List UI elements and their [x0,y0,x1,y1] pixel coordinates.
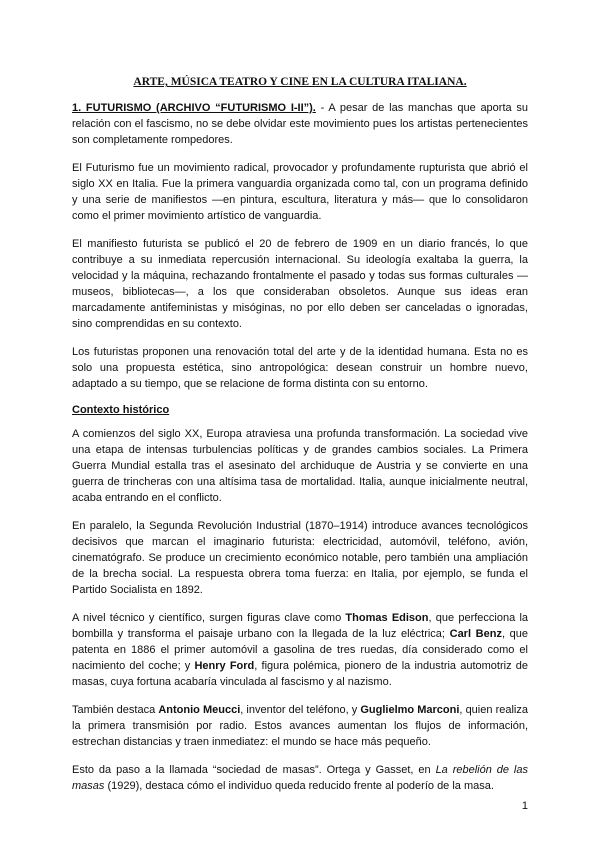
section-1-heading: 1. FUTURISMO (ARCHIVO “FUTURISMO I-II”). [72,102,316,114]
name-thomas-edison: Thomas Edison [345,612,429,624]
text-run: , quien realiza la primera transmisión por radio. Estos avances aumentan los flujos de información, estrechan distancias y traen inmediatez: el mundo se hace más pequeño. [72,704,528,748]
paragraph-renovacion: Los futuristas proponen una renovación total del arte y de la identidad humana. Esta no es solo una propuesta estética, sino antropológica: desean construir un hombre nuevo, adaptado a su tiempo, que se relacione de forma distinta con su entorno. [72,346,528,390]
subheading-contexto-historico: Contexto histórico [72,404,170,416]
paragraph-contexto-europa: A comienzos del siglo XX, Europa atraviesa una profunda transformación. La sociedad vive una etapa de intensas turbulencias políticas y de grandes cambios sociales. La Primera Guerra Mundial estalla tras el asesinato del archiduque de Austria y se convierte en una guerra de trincheras con una altísima tasa de mortalidad. Italia, aunque inicialmente neutral, acaba entrando en el conflicto. [72,428,528,504]
text-run: También destaca [72,704,159,716]
name-guglielmo-marconi: Guglielmo Marconi [360,704,460,716]
name-antonio-meucci: Antonio Meucci [158,704,241,716]
text-run: , que perfecciona la bombilla y transforma el paisaje urbano con la llegada de la luz eléctrica; [72,612,529,640]
page-number: 1 [521,800,528,812]
document-title: ARTE, MÚSICA TEATRO Y CINE EN LA CULTURA ITALIANA. [133,76,467,88]
paragraph-revolucion-industrial: En paralelo, la Segunda Revolución Industrial (1870–1914) introduce avances tecnológicos decisivos que marcan el imaginario futurista: electricidad, automóvil, teléfono, avión, cinematógrafo. Se produce un crecimiento económico notable, pero también una ampliación de la brecha social. La respuesta obrera toma fuerza: en Italia, por ejemplo, se funda el Partido Socialista en 1892. [72,520,528,596]
section-1-intro-text: - A pesar de las manchas que aporta su relación con el fascismo, no se debe olvidar este movimiento pues los artistas pertenecientes son completamente rompedores. [72,102,528,146]
paragraph-futurismo-definition: El Futurismo fue un movimiento radical, provocador y profundamente rupturista que abrió el siglo XX en Italia. Fue la primera vanguardia organizada como tal, con un programa definido y una serie de manifiestos —en pintura, escultura, literatura y más— que lo consolidaron como el primer movimiento artístico de vanguardia. [72,162,528,222]
paragraph-manifiesto: El manifiesto futurista se publicó el 20 de febrero de 1909 en un diario francés, lo que contribuye a su inmediata repercusión internacional. Su ideología exaltaba la guerra, la velocidad y la máquina, rechazando frontalmente el pasado y todas sus formas culturales —museos, bibliotecas—, a los que consideraban obsoletos. Aunque sus ideas eran marcadamente antifeministas y misóginas, no por ello deben ser canceladas o ignoradas, sino comprendidas en su contexto. [72,238,528,330]
paragraph-sociedad-de-masas [72,762,528,794]
paragraph-inventores [72,610,528,690]
text-run: , que patenta en 1886 el primer automóvil a gasolina de tres ruedas, día considerado como el nacimiento del coche; y [72,628,528,672]
text-run: A nivel técnico y científico, surgen figuras clave como [72,612,346,624]
book-title-rebelion-masas: La rebelión de las masas [72,764,528,792]
section-1-intro [72,100,528,148]
text-run: , figura polémica, pionero de la industria automotriz de masas, cuya fortuna acabaría vinculada al fascismo y al nazismo. [72,660,528,688]
name-carl-benz: Carl Benz [449,628,502,640]
text-run: , inventor del teléfono, y [240,704,361,716]
name-henry-ford: Henry Ford [194,660,255,672]
text-run: (1929), destaca cómo el individuo queda reducido frente al poderío de la masa. [104,780,494,792]
paragraph-meucci-marconi [72,702,528,750]
text-run: Esto da paso a la llamada “sociedad de masas”. Ortega y Gasset, en [72,764,436,776]
